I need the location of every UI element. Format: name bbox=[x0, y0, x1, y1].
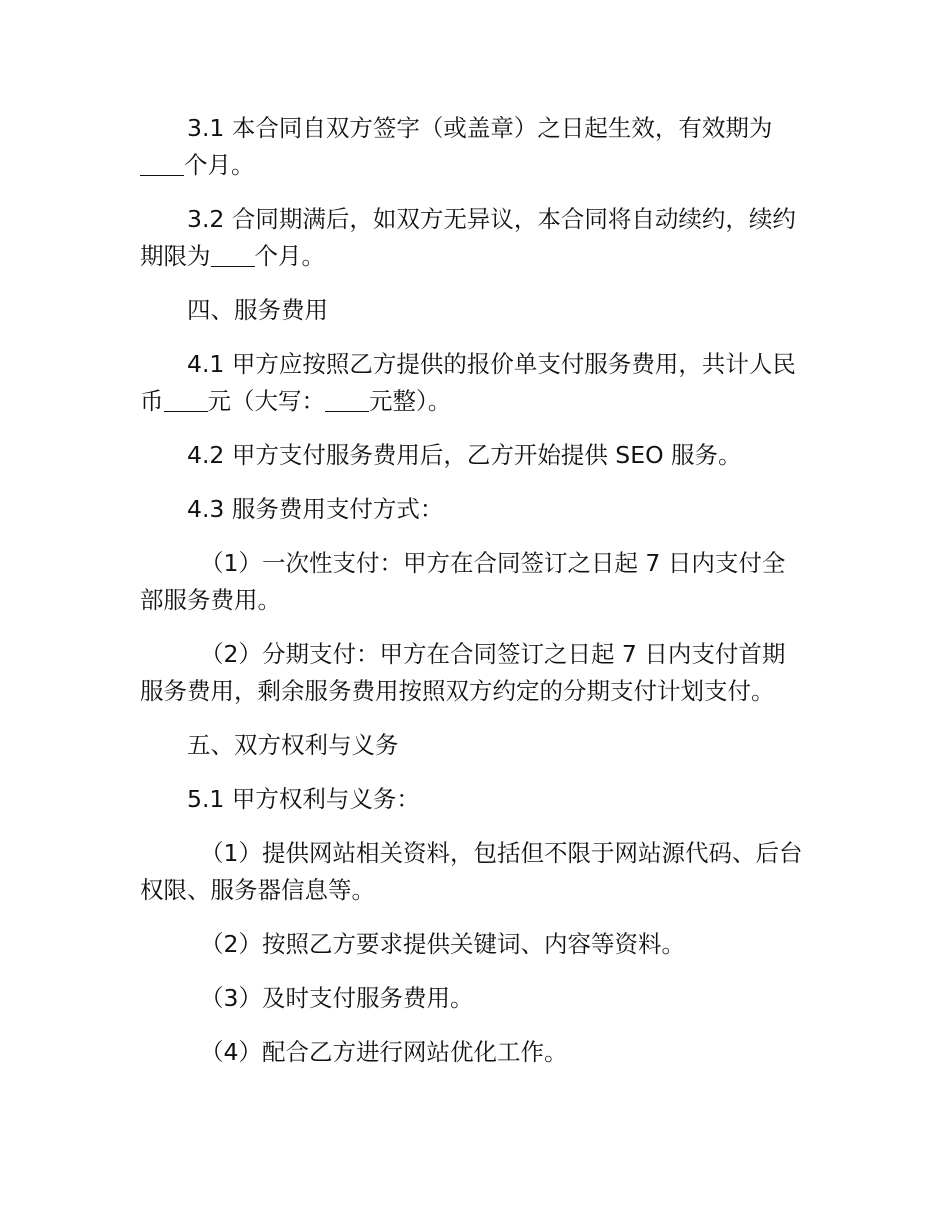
clause-5-1-3: （3）及时支付服务费用。 bbox=[200, 984, 474, 1012]
clause-5-1: 5.1 甲方权利与义务： bbox=[187, 785, 420, 813]
blank-amount bbox=[164, 388, 208, 413]
section-heading-4: 四、服务费用 bbox=[187, 296, 328, 324]
clause-3-1-suffix: 个月。 bbox=[184, 151, 255, 179]
document-page bbox=[140, 110, 805, 1071]
clause-5-1-4: （4）配合乙方进行网站优化工作。 bbox=[200, 1038, 568, 1066]
blank-renewal-months bbox=[211, 243, 255, 268]
clause-4-1-suffix: 元整）。 bbox=[369, 387, 452, 415]
clause-4-1-mid: 元（大写： bbox=[207, 387, 325, 415]
clause-3-1 bbox=[140, 110, 805, 184]
clause-5-1-1: （1）提供网站相关资料，包括但不限于网站源代码、后台权限、服务器信息等。 bbox=[140, 839, 803, 904]
clause-3-1-text: 3.1 本合同自双方签字（或盖章）之日起生效，有效期为 bbox=[187, 114, 773, 142]
clause-4-1 bbox=[140, 346, 805, 420]
blank-validity-months bbox=[140, 152, 184, 177]
blank-amount-words bbox=[325, 388, 369, 413]
clause-3-2 bbox=[140, 201, 805, 275]
clause-4-1-text: 4.1 甲方应按照乙方提供的报价单支付服务费用，共计人民币 bbox=[140, 350, 796, 415]
clause-4-3: 4.3 服务费用支付方式： bbox=[187, 495, 444, 523]
clause-4-2: 4.2 甲方支付服务费用后，乙方开始提供 SEO 服务。 bbox=[187, 441, 742, 469]
section-heading-5: 五、双方权利与义务 bbox=[187, 731, 399, 759]
clause-4-3-1: （1）一次性支付：甲方在合同签订之日起 7 日内支付全部服务费用。 bbox=[140, 549, 786, 614]
clause-3-2-text: 3.2 合同期满后，如双方无异议，本合同将自动续约，续约期限为 bbox=[140, 205, 796, 270]
clause-5-1-2: （2）按照乙方要求提供关键词、内容等资料。 bbox=[200, 930, 685, 958]
clause-3-2-suffix: 个月。 bbox=[254, 242, 325, 270]
clause-4-3-2: （2）分期支付：甲方在合同签订之日起 7 日内支付首期服务费用，剩余服务费用按照双方约定的分期支付计划支付。 bbox=[140, 640, 786, 705]
